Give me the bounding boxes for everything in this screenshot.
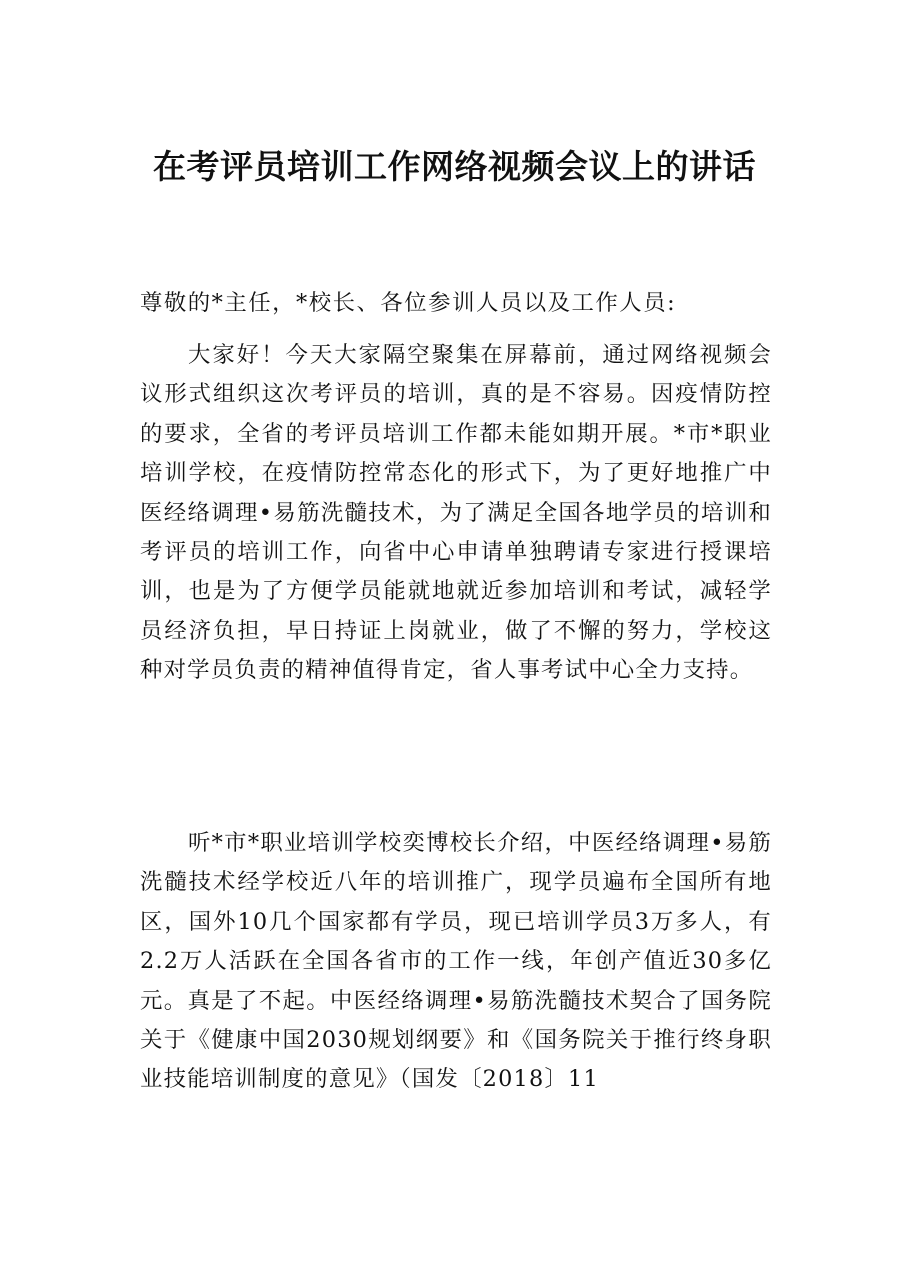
paragraph-1: 大家好！今天大家隔空聚集在屏幕前，通过网络视频会议形式组织这次考评员的培训，真的是不容易。因疫情防控的要求，全省的考评员培训工作都未能如期开展。*市*职业培训学校，在疫情防控常态化的形式下，为了更好地推广中医经络调理•易筋洗髓技术，为了满足全国各地学员的培训和考评员的培训工作，向省中心申请单独聘请专家进行授课培训，也是为了方便学员能就地就近参加培训和考试，减轻学员经济负担，早日持证上岗就业，做了不懈的努力，学校这种对学员负责的精神值得肯定，省人事考试中心全力支持。 [140, 342, 772, 684]
document-title: 在考评员培训工作网络视频会议上的讲话 [153, 147, 756, 186]
salutation: 尊敬的*主任，*校长、各位参训人员以及工作人员: [140, 290, 677, 316]
paragraph-2: 听*市*职业培训学校奕博校长介绍，中医经络调理•易筋洗髓技术经学校近八年的培训推广，现学员遍布全国所有地区，国外10几个国家都有学员，现已培训学员3万多人，有2.2万人活跃在全国各省市的工作一线，年创产值近30多亿元。真是了不起。中医经络调理•易筋洗髓技术契合了国务院关于《健康中国2030规划纲要》和《国务院关于推行终身职业技能培训制度的意见》（国发〔2018〕11 [140, 830, 772, 1093]
